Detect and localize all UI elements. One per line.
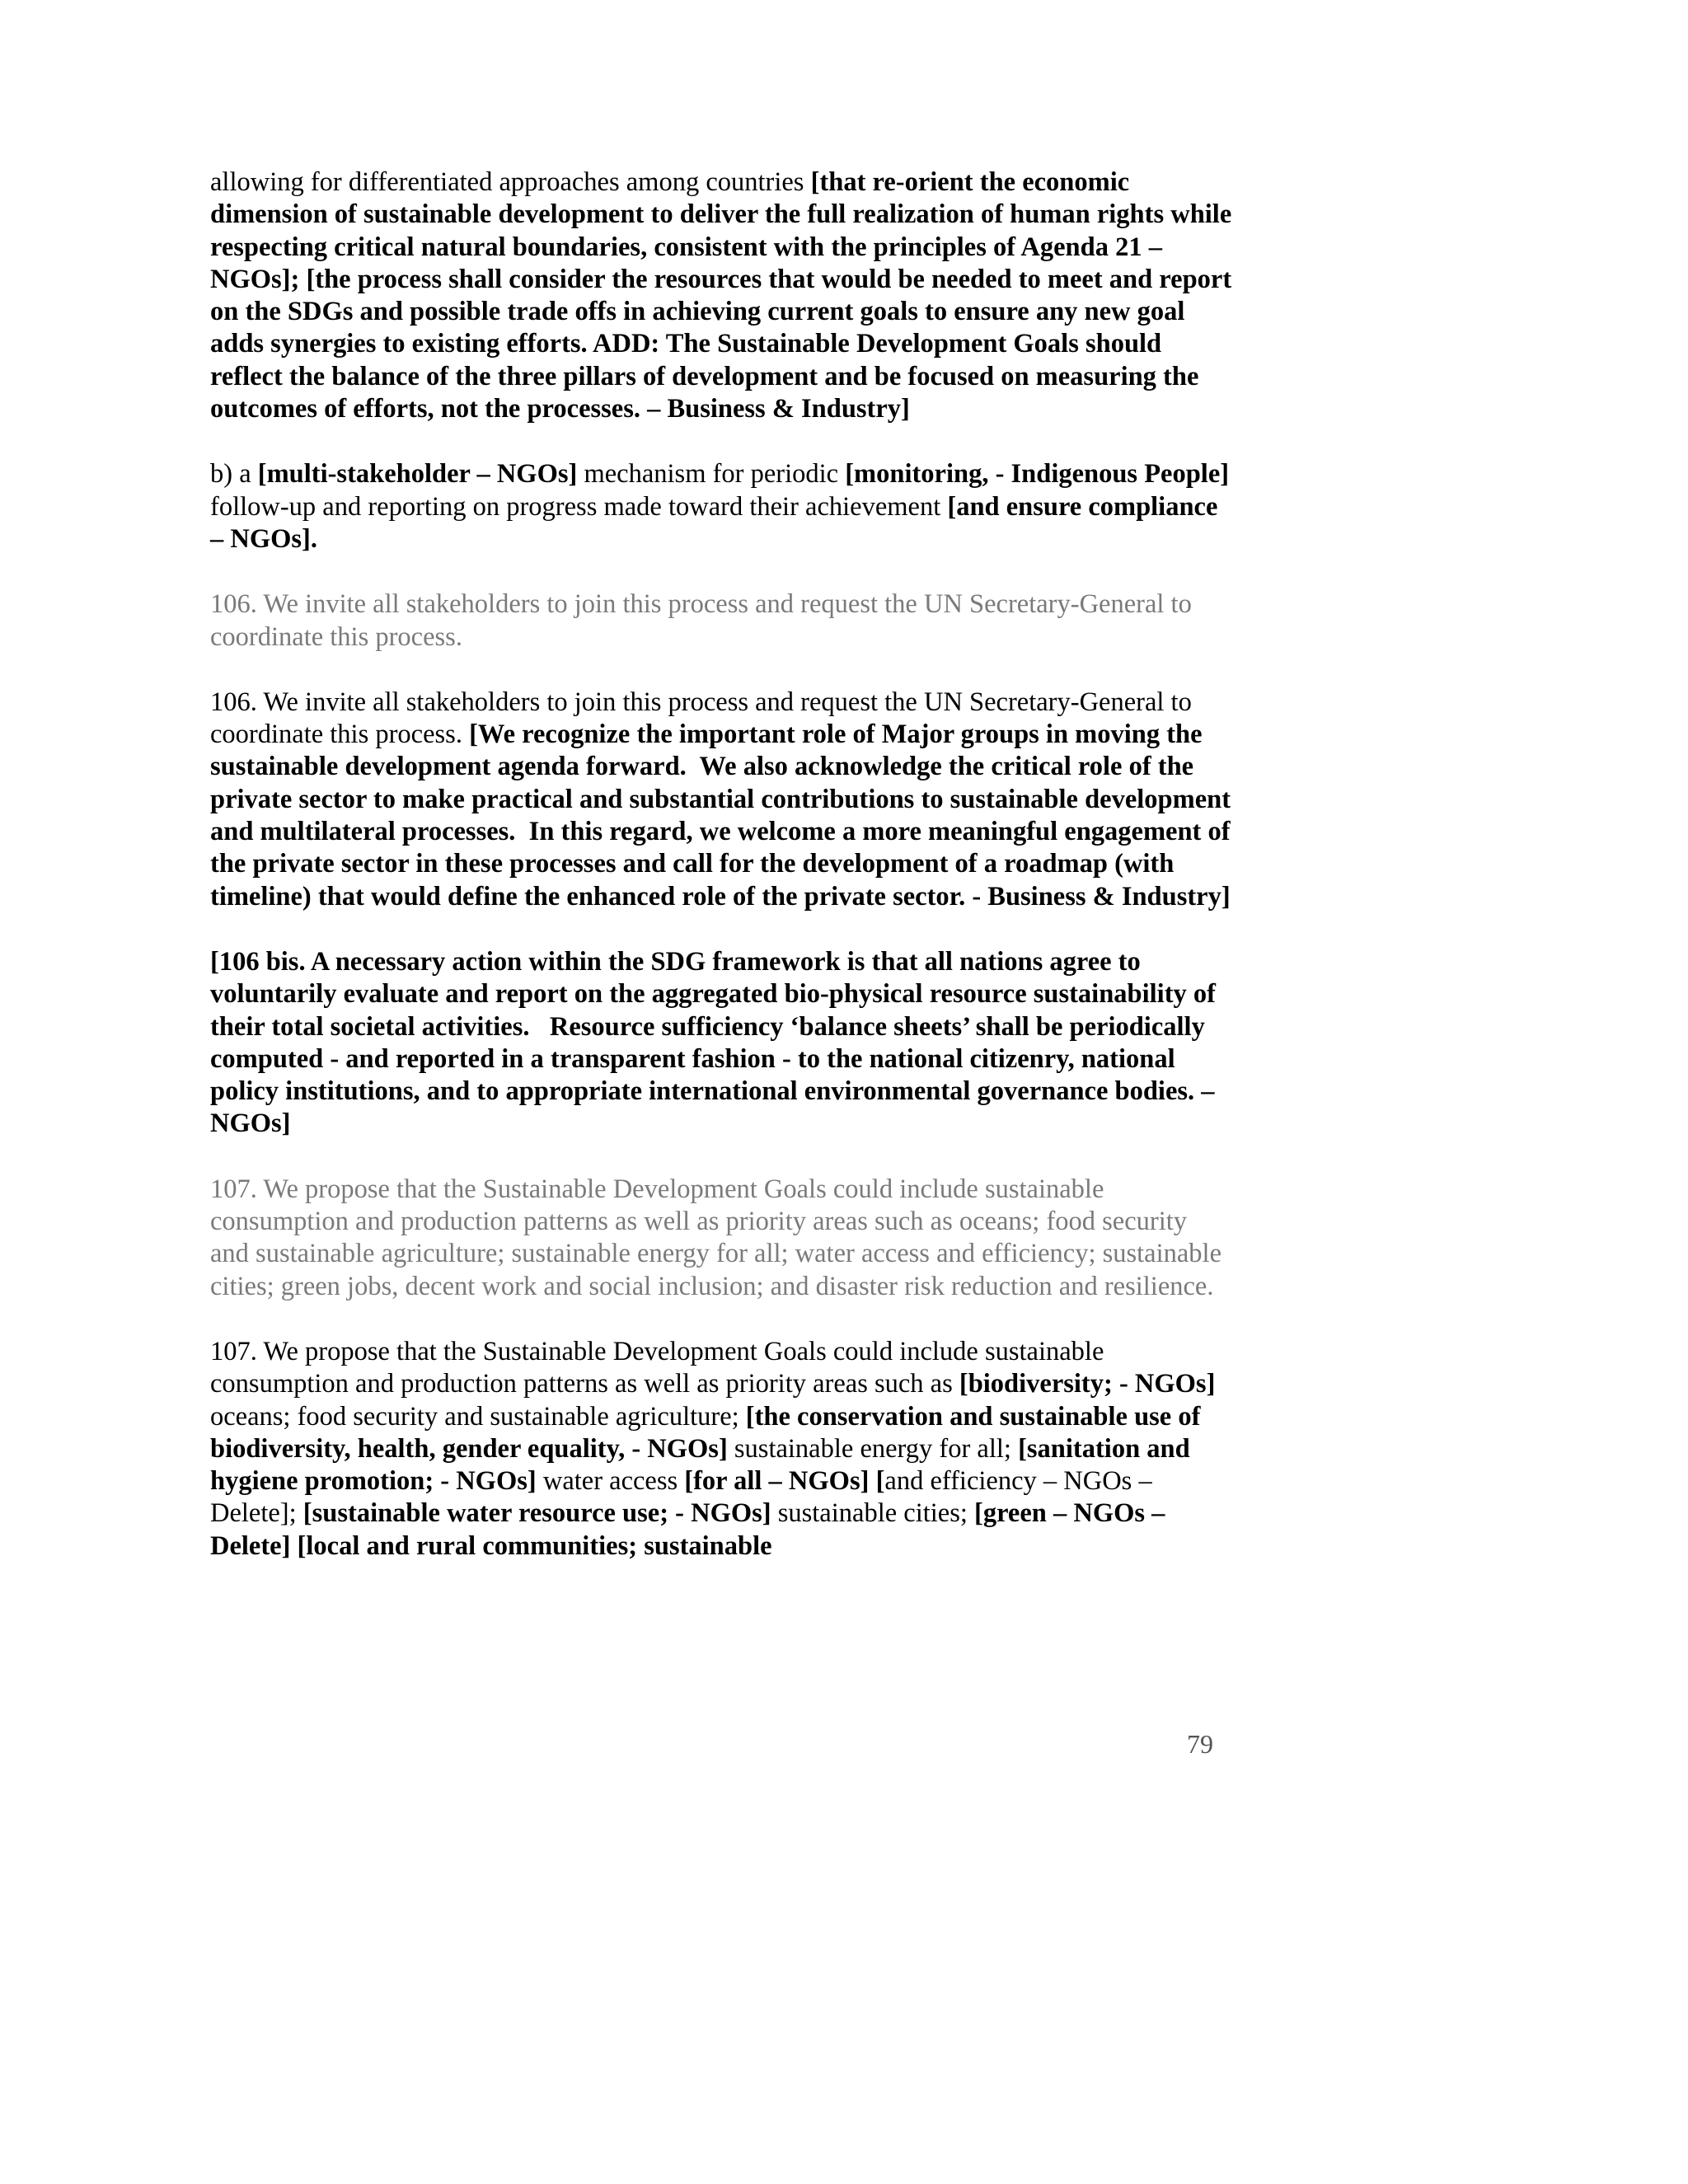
bold-insertion-text: [green – NGOs – Delete] [local and rural communities; sustainable [210, 1498, 1172, 1561]
paragraph-text: oceans; food security and sustainable agriculture; [210, 1369, 1222, 1432]
paragraph-text: and efficiency – NGOs – Delete]; [210, 1466, 1159, 1529]
paragraph-text: follow-up and reporting on progress made toward their achievement [210, 459, 1236, 522]
bold-insertion-text: [sustainable water resource use; - NGOs] [302, 1498, 771, 1529]
paragraph [210, 687, 1238, 913]
struck-original-paragraph [210, 1174, 1232, 1303]
document-body [210, 166, 1239, 1563]
paragraph-text [869, 1466, 875, 1496]
paragraph-text: sustainable cities; [771, 1498, 975, 1529]
bold-insertion-text: [the conservation and sustainable use of biodiversity, health, gender equality, - NGOs] [210, 1401, 1207, 1464]
paragraph [210, 946, 1232, 1141]
document-page [210, 166, 1239, 1596]
page-number: 79 [1187, 1729, 1213, 1759]
paragraph-text: allowing for differentiated approaches among countries [210, 167, 811, 197]
paragraph-text: mechanism for periodic [577, 459, 846, 490]
paragraph-text: 107. We propose that the Sustainable Development Goals could include sustainable consumption and production patterns as well as priority areas such as oceans; food security and sustainable agriculture; sustainable energy for all; water access and efficiency; sustainable cities; green jobs, decent work and social inclusion; and disaster risk reduction and resilience. [210, 1174, 1229, 1301]
bold-insertion-text: [ [875, 1466, 885, 1497]
bold-insertion-text: [biodiversity; - NGOs] [959, 1369, 1216, 1399]
paragraph-text: b) a [210, 459, 258, 490]
paragraph-text: 106. We invite all stakeholders to join this process and request the UN Secretary-General to coordinate this process. [210, 589, 1198, 652]
bold-insertion-text: [sanitation and hygiene promotion; - NGOs] [210, 1433, 1197, 1497]
bold-insertion-text: [multi-stakeholder – NGOs] [257, 459, 578, 490]
bold-insertion-text: [for all – NGOs] [684, 1466, 870, 1497]
paragraph [210, 166, 1239, 425]
paragraph-text: 106. We invite all stakeholders to join this process and request the UN Secretary-General to coordinate this process. [210, 687, 1198, 750]
struck-original-paragraph [210, 588, 1232, 654]
bold-insertion-text: [106 bis. A necessary action within the SDG framework is that all nations agree to voluntarily evaluate and report on the aggregated bio-physical resource sustainability of their total societal activities. Resource sufficiency ‘balance sheets’ shall be periodically computed - and reported in a transparent fashion - to the national citizenry, national policy institutions, and to appropriate international environmental governance bodies. – NGOs] [210, 946, 1223, 1139]
bold-insertion-text: [that re-orient the economic dimension of sustainable development to deliver the full realization of human rights while respecting critical natural boundaries, consistent with the principles of Agenda 21 – NGOs]; [the process shall consider the resources that would be needed to meet and report on the SDGs and possible trade offs in achieving current goals to ensure any new goal adds synergies to existing efforts. ADD: The Sustainable Development Goals should reflect the balance of the three pillars of development and be focused on measuring the outcomes of efforts, not the processes. – Business & Industry] [210, 167, 1239, 424]
bold-insertion-text: [We recognize the important role of Major groups in moving the sustainable development agenda forward. We also acknowledge the critical role of the private sector to make practical and substantial contributions to sustainable development and multilateral processes. In this regard, we welcome a more meaningful engagement of the private sector in these processes and call for the development of a roadmap (with timeline) that would define the enhanced role of the private sector. - Business & Industry] [210, 719, 1238, 912]
paragraph [210, 1336, 1232, 1563]
paragraph-text: sustainable energy for all; [727, 1433, 1019, 1464]
bold-insertion-text: [and ensure compliance – NGOs]. [210, 491, 1225, 554]
bold-insertion-text: [monitoring, - Indigenous People] [845, 459, 1230, 490]
paragraph-text: 107. We propose that the Sustainable Development Goals could include sustainable consumption and production patterns as well as priority areas such as [210, 1336, 1111, 1399]
paragraph-text: water access [536, 1466, 685, 1497]
paragraph [210, 458, 1236, 555]
